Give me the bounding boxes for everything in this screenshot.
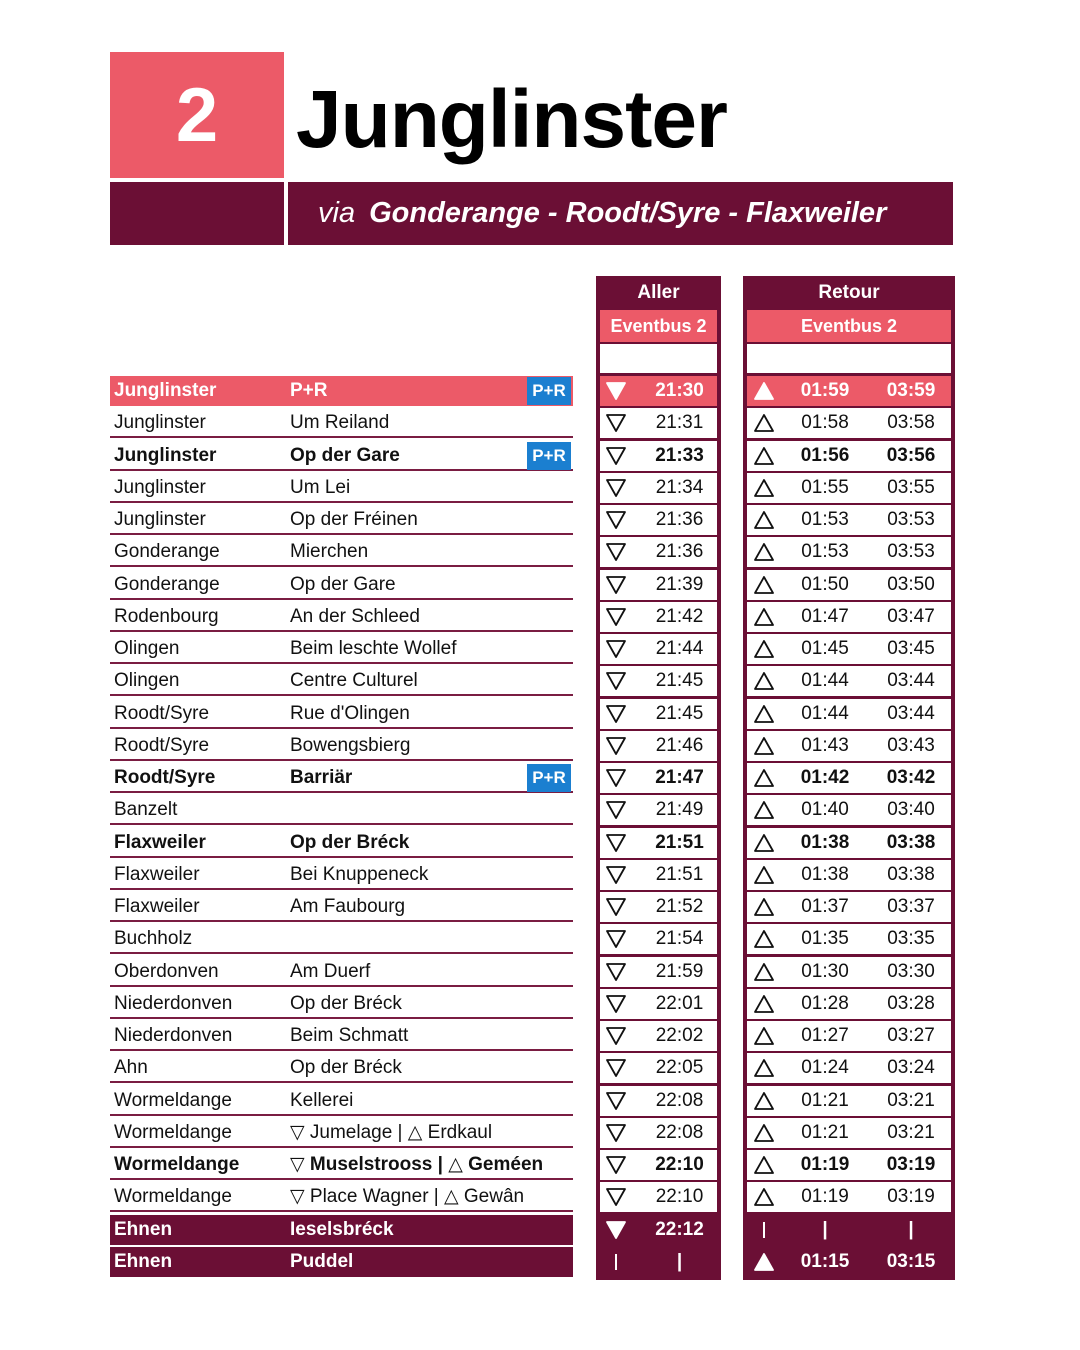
stop-row [110,795,573,825]
stop-name: Am Faubourg [290,896,406,917]
aller-time: 21:47 [655,767,704,788]
retour-time-1: 01:37 [801,896,849,917]
stop-locality: Wormeldange [114,1186,232,1207]
stop-row [110,957,573,987]
aller-time-cell [600,892,717,922]
triangle-down-icon [606,1156,626,1174]
retour-header: Retour [818,282,880,303]
aller-time-cell [600,1215,717,1245]
stop-locality: Banzelt [114,799,178,820]
retour-time-cell [747,731,951,761]
stop-row [110,408,573,438]
stop-name: Bei Knuppeneck [290,864,429,885]
stop-row [110,666,573,696]
retour-time-2: 03:44 [887,703,935,724]
park-ride-badge: P+R [527,764,571,792]
triangle-down-icon [606,769,626,787]
retour-time-1: 01:21 [801,1090,849,1111]
aller-time: 22:12 [655,1219,704,1240]
retour-time-1: 01:55 [801,477,849,498]
aller-time: 21:36 [655,509,704,530]
stop-name: Beim leschte Wollef [290,638,457,659]
triangle-down-icon [606,930,626,948]
aller-time: 22:10 [655,1186,704,1207]
triangle-down-icon [606,737,626,755]
triangle-up-icon [754,898,774,916]
triangle-down-icon [606,1059,626,1077]
triangle-down-icon [606,834,626,852]
aller-time-cell [600,1247,717,1277]
aller-time: 21:46 [655,735,704,756]
retour-time-1: 01:50 [801,574,849,595]
stop-locality: Junglinster [114,412,206,433]
stop-name: An der Schleed [290,606,420,627]
retour-time-1: 01:19 [801,1186,849,1207]
retour-service: Eventbus 2 [747,310,951,342]
triangle-up-icon [754,1059,774,1077]
stop-name: Puddel [290,1251,354,1272]
triangle-down-icon [606,1188,626,1206]
aller-time-cell [600,634,717,664]
aller-time: 22:08 [655,1122,704,1143]
retour-time-2: 03:30 [887,961,935,982]
retour-time-1: 01:45 [801,638,849,659]
stop-name: P+R [290,380,328,401]
stop-row [110,1086,573,1116]
retour-time-cell [747,505,951,535]
aller-time-cell [600,1150,717,1180]
retour-time-1: 01:30 [801,961,849,982]
triangle-down-icon [606,1124,626,1142]
retour-time-2: 03:21 [887,1122,935,1143]
stop-row [110,699,573,729]
retour-time-1: 01:15 [800,1251,850,1272]
aller-time: 21:45 [655,703,704,724]
triangle-down-icon [606,1092,626,1110]
retour-time-2: 03:53 [887,541,935,562]
park-ride-cell [526,763,573,793]
stop-row [110,860,573,890]
retour-time-1: 01:21 [801,1122,849,1143]
aller-time: 22:01 [655,993,704,1014]
retour-time-1: 01:40 [801,799,849,820]
triangle-up-icon [754,543,774,561]
triangle-up-icon [754,414,774,432]
retour-time-cell [747,634,951,664]
retour-time-cell [747,441,951,471]
retour-time-2: 03:45 [887,638,935,659]
retour-time-1: 01:27 [801,1025,849,1046]
aller-time-cell [600,570,717,600]
aller-time: 21:51 [655,832,704,853]
triangle-up-icon [754,705,774,723]
retour-time-2: 03:35 [887,928,935,949]
aller-time: 22:08 [655,1090,704,1111]
retour-time-cell [747,1150,951,1180]
aller-time: 21:31 [655,412,704,433]
retour-time-1: | [822,1219,828,1240]
aller-time-cell [600,441,717,471]
stop-row [110,602,573,632]
stop-row [110,731,573,761]
retour-time-1: 01:24 [801,1057,849,1078]
bar-icon [754,1221,774,1239]
retour-time-2: 03:21 [887,1090,935,1111]
stop-locality: Junglinster [114,477,206,498]
stop-name: Barriär [290,767,353,788]
retour-time-2: 03:38 [887,864,935,885]
aller-time-cell [600,828,717,858]
retour-time-2: 03:59 [886,380,936,401]
triangle-up-icon [754,1124,774,1142]
aller-time-cell [600,505,717,535]
retour-time-cell [747,1053,951,1083]
retour-time-cell [747,989,951,1019]
stop-row [110,634,573,664]
stop-row [110,989,573,1019]
retour-time-1: 01:38 [800,832,850,853]
triangle-up-icon [754,1027,774,1045]
triangle-down-icon [606,414,626,432]
retour-time-2: 03:47 [887,606,935,627]
retour-time-1: 01:19 [800,1154,850,1175]
retour-time-1: 01:28 [801,993,849,1014]
aller-time: 21:52 [655,896,704,917]
triangle-up-icon [754,447,774,465]
retour-time-1: 01:59 [800,380,850,401]
aller-time: 21:44 [655,638,704,659]
stop-locality: Flaxweiler [114,832,206,853]
route-number-badge [110,52,284,178]
aller-time-cell [600,1021,717,1051]
stop-row [110,1021,573,1051]
aller-time: 21:33 [655,445,704,466]
retour-time-1: 01:43 [801,735,849,756]
retour-time-2: 03:44 [887,670,935,691]
retour-time-1: 01:58 [801,412,849,433]
retour-time-2: 03:42 [886,767,936,788]
park-ride-badge: P+R [527,442,571,470]
stop-locality: Ehnen [114,1219,173,1240]
retour-time-cell [747,376,951,406]
retour-time-1: 01:53 [801,509,849,530]
triangle-up-icon [754,866,774,884]
retour-time-cell [747,1215,951,1245]
triangle-down-icon [606,1027,626,1045]
stop-row [110,828,573,858]
aller-time-cell [600,924,717,954]
via-left-block [110,182,284,245]
stop-row [110,924,573,954]
stop-name: Rue d'Olingen [290,703,410,724]
retour-time-cell [747,699,951,729]
park-ride-cell [526,376,573,406]
stop-name: ▽ Muselstrooss | △ Geméen [290,1154,544,1175]
retour-time-2: 03:38 [886,832,936,853]
stop-row [110,1247,573,1277]
aller-time: 22:05 [655,1057,704,1078]
stop-name: Beim Schmatt [290,1025,409,1046]
stop-name: Op der Fréinen [290,509,418,530]
aller-time: | [676,1251,683,1272]
retour-time-1: 01:38 [801,864,849,885]
aller-time-cell [600,860,717,890]
stop-locality: Olingen [114,670,180,691]
aller-time: 22:02 [655,1025,704,1046]
retour-time-1: 01:42 [800,767,850,788]
retour-time-2: 03:40 [887,799,935,820]
stop-locality: Ehnen [114,1251,173,1272]
retour-time-1: 01:44 [801,670,849,691]
triangle-down-icon [606,608,626,626]
stop-locality: Niederdonven [114,993,233,1014]
retour-time-cell [747,570,951,600]
aller-blank [600,344,717,373]
retour-time-1: 01:44 [801,703,849,724]
triangle-down-icon [606,543,626,561]
stop-locality: Gonderange [114,541,220,562]
via-route: Gonderange - Roodt/Syre - Flaxweiler [369,197,887,229]
retour-time-2: 03:15 [886,1251,936,1272]
triangle-up-icon [754,608,774,626]
stop-row [110,441,526,471]
stop-row [110,473,573,503]
retour-time-1: 01:56 [800,445,850,466]
aller-time: 21:54 [655,928,704,949]
retour-time-2: 03:19 [886,1154,936,1175]
aller-time-cell [600,795,717,825]
aller-time-cell [600,666,717,696]
retour-time-cell [747,1021,951,1051]
stop-locality: Wormeldange [114,1154,240,1175]
retour-time-cell [747,537,951,567]
retour-time-2: 03:50 [887,574,935,595]
retour-time-2: 03:19 [887,1186,935,1207]
retour-time-1: 01:53 [801,541,849,562]
stop-row [110,1150,573,1180]
stop-name: Centre Culturel [290,670,418,691]
via-label: via [318,197,356,229]
triangle-down-icon [606,672,626,690]
stop-row [110,892,573,922]
aller-time-cell [600,957,717,987]
route-number: 2 [175,72,219,158]
aller-time: 21:59 [655,961,704,982]
aller-time-cell [600,1118,717,1148]
stop-name: Um Lei [290,477,351,498]
bar-icon [606,1253,626,1271]
stop-locality: Buchholz [114,928,193,949]
stop-row [110,763,526,793]
aller-time-cell [600,989,717,1019]
stop-name: Op der Gare [290,445,400,466]
retour-time-2: | [908,1219,914,1240]
stop-locality: Olingen [114,638,180,659]
triangle-up-icon [754,930,774,948]
retour-time-1: 01:35 [801,928,849,949]
retour-time-cell [747,1118,951,1148]
triangle-down-icon [606,576,626,594]
stop-name: Op der Gare [290,574,396,595]
stop-locality: Rodenbourg [114,606,219,627]
retour-time-cell [747,602,951,632]
aller-time: 21:42 [655,606,704,627]
aller-time: 21:30 [655,380,704,401]
triangle-up-icon [754,672,774,690]
triangle-down-icon [606,511,626,529]
aller-time: 22:10 [655,1154,704,1175]
triangle-up-icon [754,576,774,594]
aller-time-cell [600,731,717,761]
stop-name: Op der Bréck [290,1057,402,1078]
triangle-up-icon [754,1092,774,1110]
triangle-down-icon [606,898,626,916]
park-ride-cell [526,441,573,471]
triangle-down-icon [606,995,626,1013]
retour-time-cell [747,1086,951,1116]
triangle-up-icon [754,1156,774,1174]
stop-row [110,376,526,406]
aller-time: 21:49 [655,799,704,820]
triangle-up-filled-icon [754,382,774,400]
retour-time-1: 01:47 [801,606,849,627]
retour-time-2: 03:27 [887,1025,935,1046]
retour-time-2: 03:53 [887,509,935,530]
triangle-down-icon [606,479,626,497]
triangle-up-icon [754,769,774,787]
triangle-down-icon [606,447,626,465]
stop-row [110,1118,573,1148]
retour-time-cell [747,473,951,503]
triangle-up-icon [754,834,774,852]
triangle-up-icon [754,995,774,1013]
retour-time-2: 03:58 [887,412,935,433]
triangle-up-icon [754,963,774,981]
stop-locality: Wormeldange [114,1090,232,1111]
stop-locality: Gonderange [114,574,220,595]
stop-locality: Flaxweiler [114,896,200,917]
triangle-down-icon [606,866,626,884]
triangle-down-filled-icon [606,1221,626,1239]
aller-time: 21:45 [655,670,704,691]
stop-locality: Junglinster [114,380,217,401]
retour-time-2: 03:37 [887,896,935,917]
park-ride-badge: P+R [527,377,571,405]
retour-blank [747,344,951,373]
aller-time-cell [600,763,717,793]
triangle-up-icon [754,640,774,658]
retour-time-cell [747,957,951,987]
stop-name: Um Reiland [290,412,390,433]
stop-locality: Roodt/Syre [114,703,210,724]
aller-time-cell [600,408,717,438]
retour-time-cell [747,1182,951,1212]
retour-time-2: 03:43 [887,735,935,756]
aller-service: Eventbus 2 [600,310,717,342]
retour-time-cell [747,763,951,793]
stop-row [110,1053,573,1083]
stop-name: Op der Bréck [290,993,402,1014]
aller-time-cell [600,1182,717,1212]
aller-time: 21:34 [655,477,704,498]
stop-locality: Oberdonven [114,961,219,982]
aller-time: 21:39 [655,574,704,595]
triangle-down-icon [606,705,626,723]
retour-time-2: 03:24 [887,1057,935,1078]
stop-row [110,1182,573,1212]
aller-time-cell [600,376,717,406]
stop-name: Mierchen [290,541,369,562]
aller-header: Aller [637,282,680,303]
stop-name: Am Duerf [290,961,371,982]
stop-locality: Junglinster [114,445,217,466]
triangle-up-icon [754,737,774,755]
retour-time-cell [747,860,951,890]
aller-time-cell [600,537,717,567]
stop-name: Bowengsbierg [290,735,411,756]
retour-time-cell [747,795,951,825]
triangle-up-icon [754,479,774,497]
triangle-down-icon [606,640,626,658]
aller-time-cell [600,473,717,503]
stop-name: Kellerei [290,1090,354,1111]
retour-time-2: 03:56 [886,445,936,466]
triangle-up-icon [754,1188,774,1206]
retour-time-2: 03:55 [887,477,935,498]
retour-time-cell [747,924,951,954]
retour-time-cell [747,408,951,438]
aller-time: 21:36 [655,541,704,562]
stop-name: ▽ Jumelage | △ Erdkaul [290,1122,493,1143]
aller-time-cell [600,1086,717,1116]
stop-locality: Flaxweiler [114,864,200,885]
stop-locality: Junglinster [114,509,206,530]
stop-name: Ieselsbréck [290,1219,394,1240]
stop-row [110,1215,573,1245]
retour-time-cell [747,828,951,858]
stop-name: Op der Bréck [290,832,410,853]
retour-time-cell [747,666,951,696]
retour-time-cell [747,892,951,922]
triangle-down-filled-icon [606,382,626,400]
triangle-up-icon [754,801,774,819]
stop-locality: Roodt/Syre [114,767,216,788]
stop-locality: Niederdonven [114,1025,233,1046]
triangle-down-icon [606,801,626,819]
triangle-up-icon [754,511,774,529]
aller-time-cell [600,602,717,632]
aller-time-cell [600,1053,717,1083]
aller-time-cell [600,699,717,729]
stop-row [110,505,573,535]
triangle-down-icon [606,963,626,981]
stop-locality: Roodt/Syre [114,735,210,756]
retour-time-cell [747,1247,951,1277]
via-bar [288,182,953,245]
stop-row [110,537,573,567]
stop-name: ▽ Place Wagner | △ Gewân [290,1186,525,1207]
aller-time: 21:51 [655,864,704,885]
stop-locality: Wormeldange [114,1122,232,1143]
stop-row [110,570,573,600]
retour-time-2: 03:28 [887,993,935,1014]
page-title: Junglinster [296,74,727,165]
triangle-up-filled-icon [754,1253,774,1271]
stop-locality: Ahn [114,1057,148,1078]
